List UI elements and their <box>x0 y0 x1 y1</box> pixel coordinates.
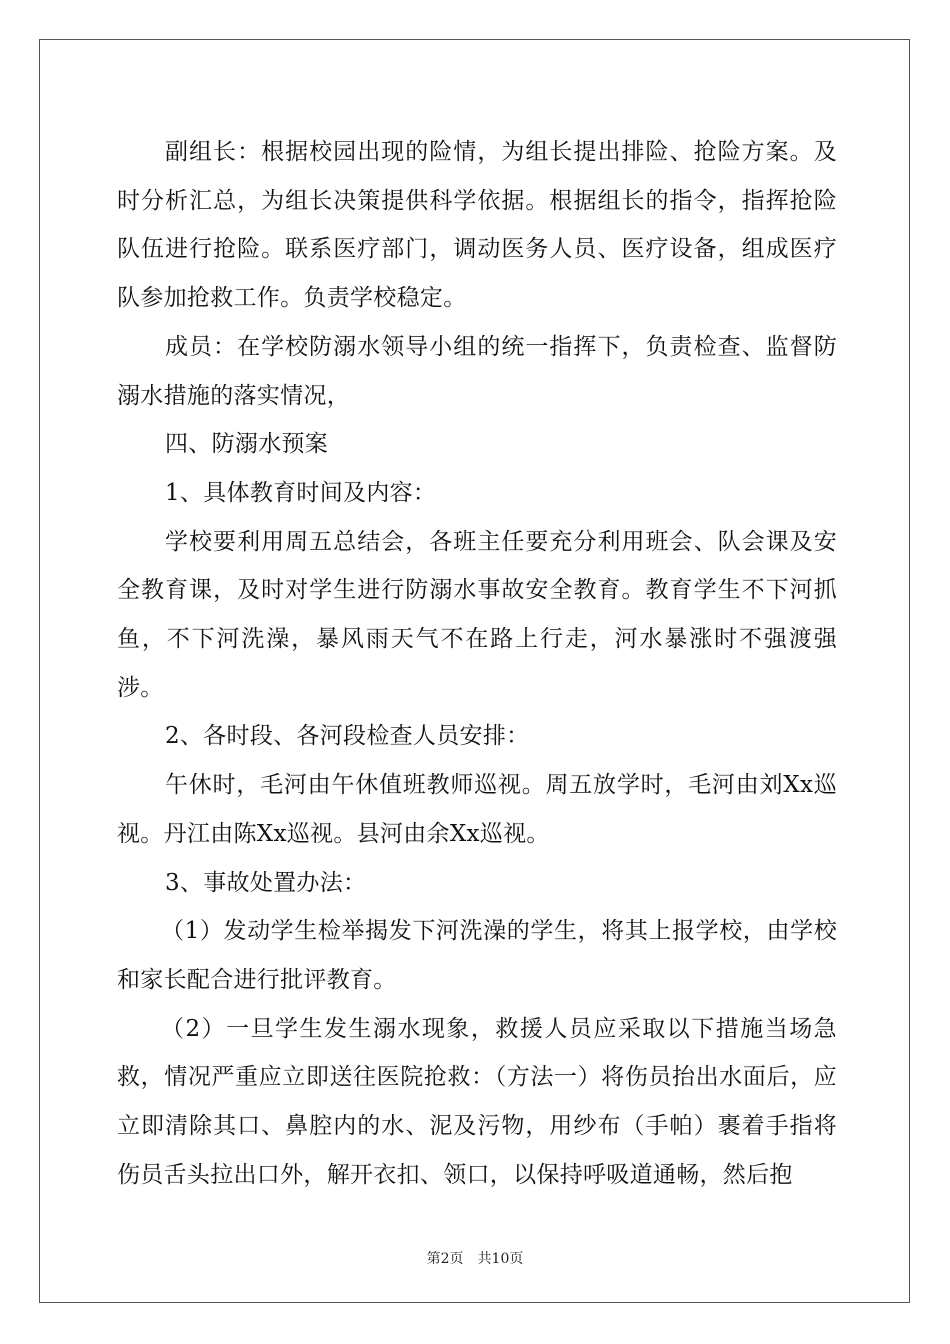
subheading-education-time: 1、具体教育时间及内容： <box>165 479 437 506</box>
subheading-inspection-staff: 2、各时段、各河段检查人员安排： <box>165 723 530 750</box>
paragraph-measure-1: （1）发动学生检举揭发下河洗澡的学生，将其上报学校，由学校和家长配合进行批评教育。 <box>117 918 837 993</box>
page-footer <box>0 1248 950 1268</box>
section-heading-plan: 四、防溺水预案 <box>165 431 329 458</box>
paragraph-deputy-leader: 副组长：根据校园出现的险情，为组长提出排险、抢险方案。及时分析汇总，为组长决策提供科学依据。根据组长的指令，指挥抢险队伍进行抢险。联系医疗部门，调动医务人员、医疗设备，组成医疗队参加抢救工作。负责学校稳定。 <box>117 139 837 312</box>
paragraph-education: 学校要利用周五总结会，各班主任要充分利用班会、队会课及安全教育课，及时对学生进行防溺水事故安全教育。教育学生不下河抓鱼，不下河洗澡，暴风雨天气不在路上行走，河水暴涨时不强渡强涉。 <box>117 528 837 701</box>
page-number: 第2页 <box>426 1251 464 1267</box>
document-body <box>117 128 837 1199</box>
paragraph-inspection: 午休时，毛河由午休值班教师巡视。周五放学时，毛河由刘Xx巡视。丹江由陈Xx巡视。县河由余Xx巡视。 <box>117 772 837 847</box>
paragraph-members: 成员：在学校防溺水领导小组的统一指挥下，负责检查、监督防溺水措施的落实情况， <box>117 333 837 409</box>
subheading-accident-handling: 3、事故处置办法： <box>165 869 367 896</box>
page-total: 共10页 <box>477 1251 524 1267</box>
paragraph-measure-2: （2）一旦学生发生溺水现象，救援人员应采取以下措施当场急救，情况严重应立即送往医院抢救：（方法一）将伤员抬出水面后，应立即清除其口、鼻腔内的水、泥及污物，用纱布（手帕）裹着手指将伤员舌头拉出口外，解开衣扣、领口，以保持呼吸道通畅，然后抱 <box>117 1015 837 1188</box>
